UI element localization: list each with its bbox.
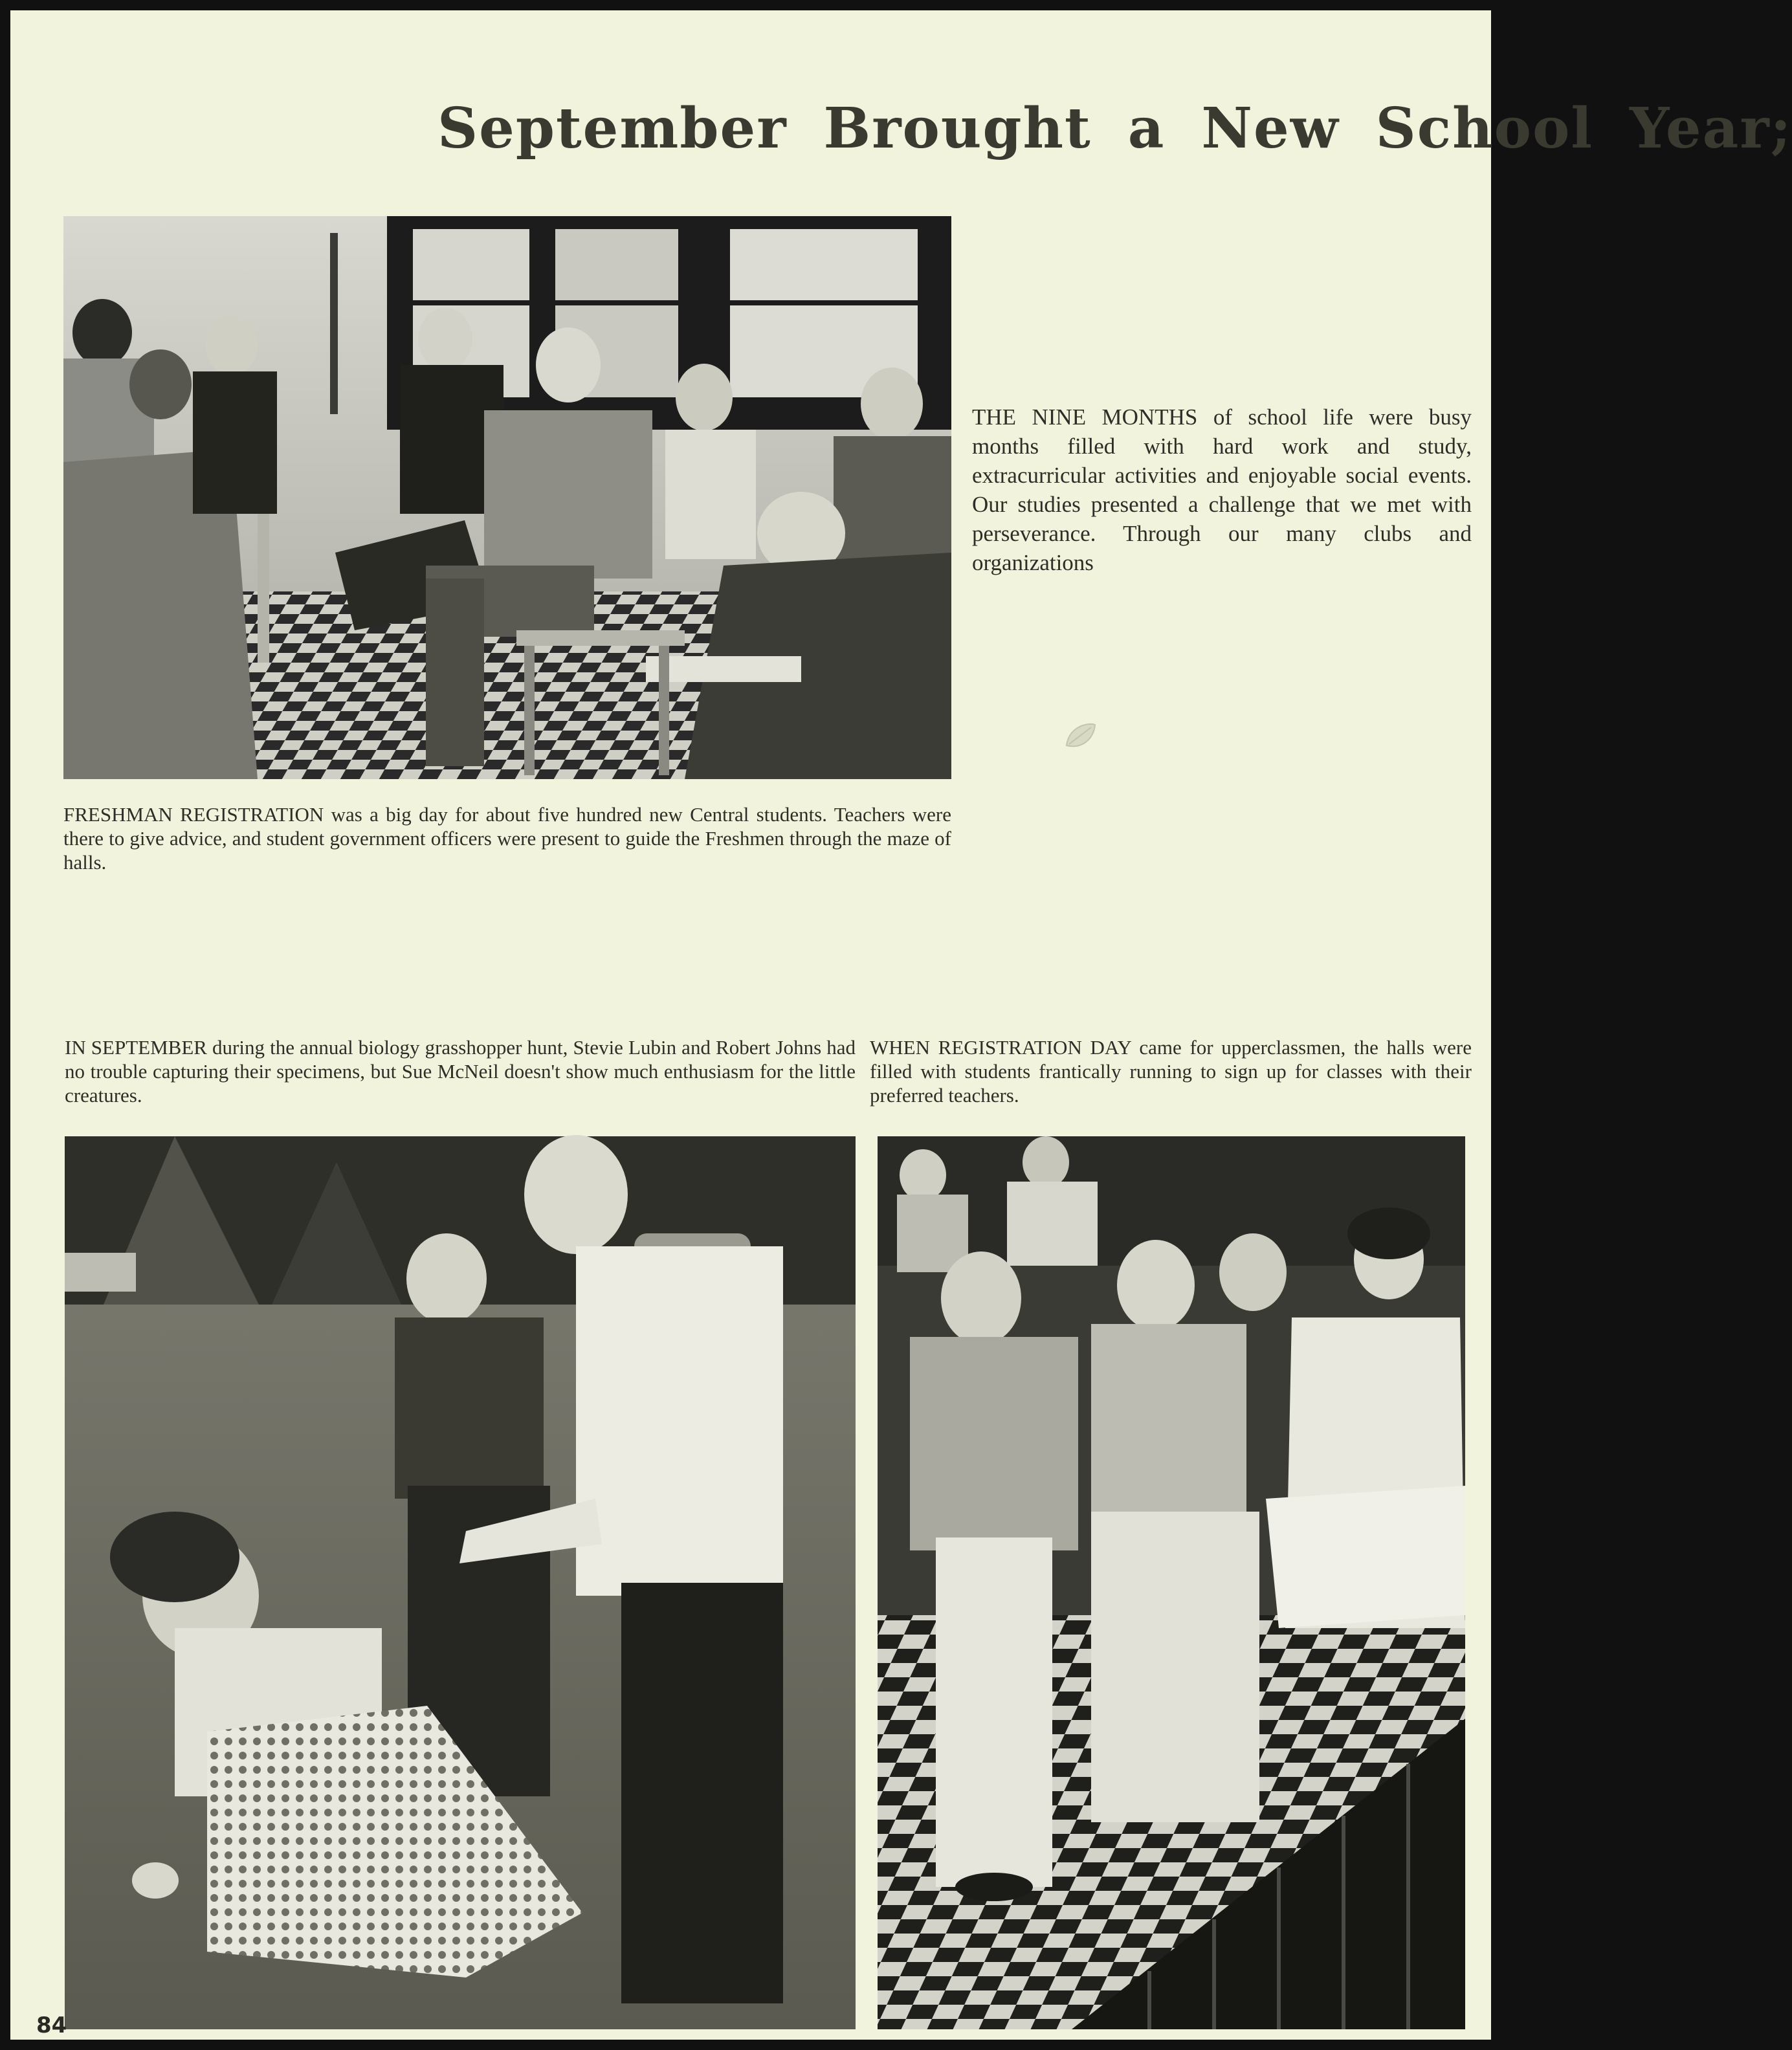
caption-lead: WHEN REGISTRATION DAY [870,1036,1131,1059]
page-number: 84 [36,2012,67,2038]
freshman-registration-photo [63,216,951,779]
caption-body: came for upperclassmen, the halls were filled with students frantically running to sign up for classes with their preferred teachers. [870,1036,1472,1107]
caption-body: was a big day for about five hundred new Central students. Teachers were there to give advice, and student government officers were present to guide the Freshmen through the maze of halls. [63,803,951,874]
upperclassmen-registration-caption [870,1035,1472,1107]
page-headline: September Brought a New School Year; [437,96,1792,161]
caption-lead: FRESHMAN REGISTRATION [63,803,324,826]
grasshopper-hunt-photo [65,1136,856,2029]
caption-lead: IN SEPTEMBER [65,1036,207,1059]
intro-paragraph: THE NINE MONTHS of school life were busy months filled with hard work and study, extracurricular activities and enjoyable social events. Our studies presented a challenge that we met with perseverance. Through our many clubs and organizations [972,404,1472,575]
caption-body: during the annual biology grasshopper hunt, Stevie Lubin and Robert Johns had no trouble capturing their specimens, but Sue McNeil doesn't show much enthusiasm for the little creatures. [65,1036,856,1107]
freshman-registration-caption [63,802,951,874]
yearbook-page [10,10,1792,2040]
leaf-emblem-icon [1063,720,1099,753]
grasshopper-hunt-caption [65,1035,856,1107]
upperclassmen-hallway-photo [878,1136,1465,2029]
